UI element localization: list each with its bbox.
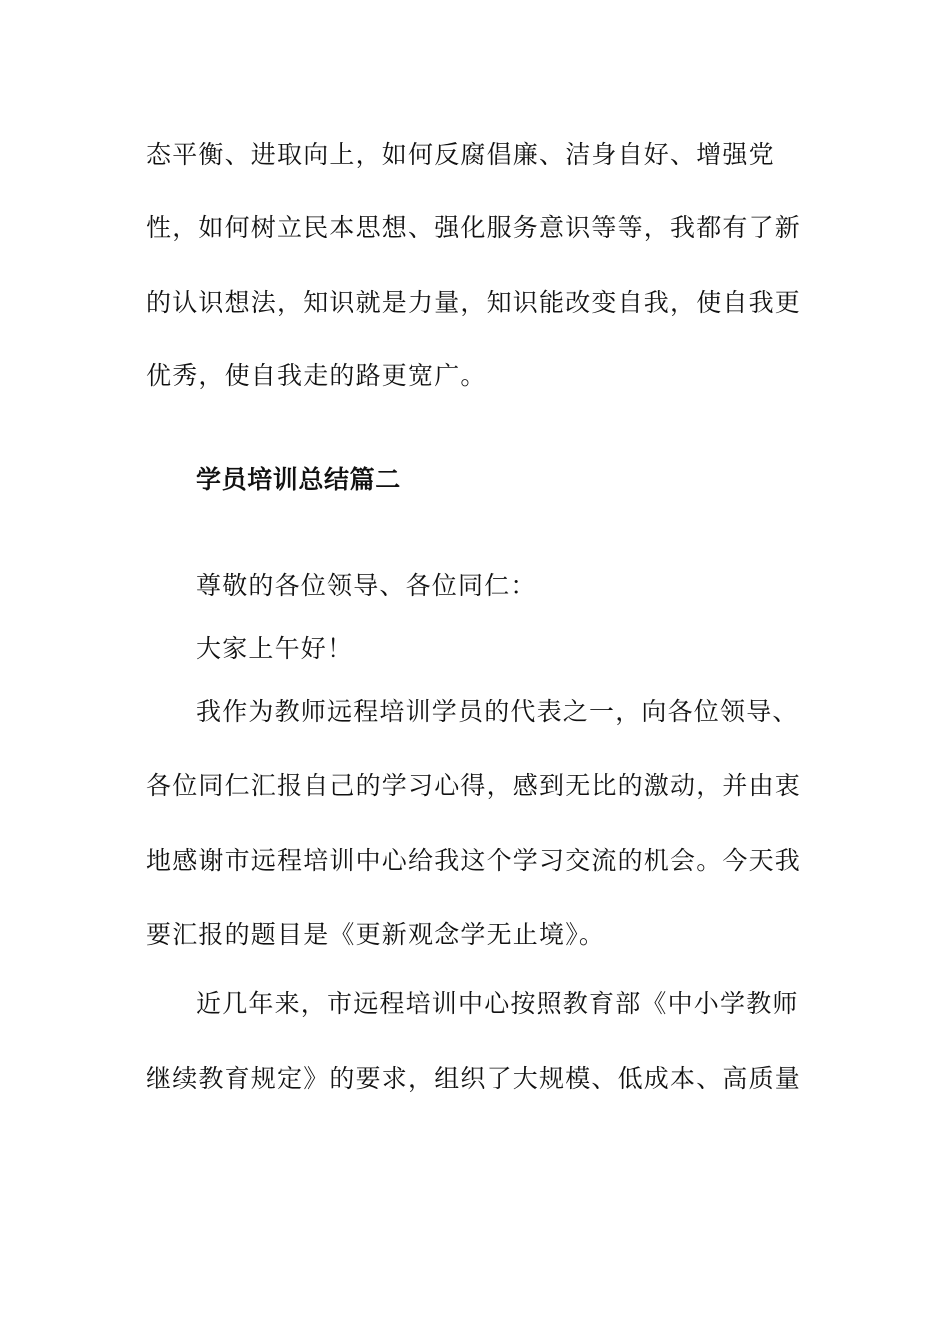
paragraph-1-line-4: 优秀，使自我走的路更宽广。 — [146, 361, 487, 390]
paragraph-1-line-2: 性，如何树立民本思想、强化服务意识等等，我都有了新 — [146, 213, 802, 242]
paragraph-2-line-1: 我作为教师远程培训学员的代表之一，向各位领导、 — [196, 697, 799, 726]
greeting: 大家上午好！ — [196, 634, 354, 663]
section-heading: 学员培训总结篇二 — [196, 465, 401, 494]
paragraph-2-line-3: 地感谢市远程培训中心给我这个学习交流的机会。今天我 — [146, 846, 802, 875]
paragraph-3-line-2: 继续教育规定》的要求，组织了大规模、低成本、高质量 — [146, 1064, 802, 1093]
paragraph-1-line-3: 的认识想法，知识就是力量，知识能改变自我，使自我更 — [146, 288, 802, 317]
paragraph-1-line-1: 态平衡、进取向上，如何反腐倡廉、洁身自好、增强党 — [146, 140, 775, 169]
paragraph-3-line-1: 近几年来，市远程培训中心按照教育部《中小学教师 — [196, 989, 799, 1018]
paragraph-2-line-2: 各位同仁汇报自己的学习心得，感到无比的激动，并由衷 — [146, 771, 802, 800]
salutation: 尊敬的各位领导、各位同仁： — [196, 571, 537, 600]
paragraph-2-line-4: 要汇报的题目是《更新观念学无止境》。 — [146, 920, 606, 949]
